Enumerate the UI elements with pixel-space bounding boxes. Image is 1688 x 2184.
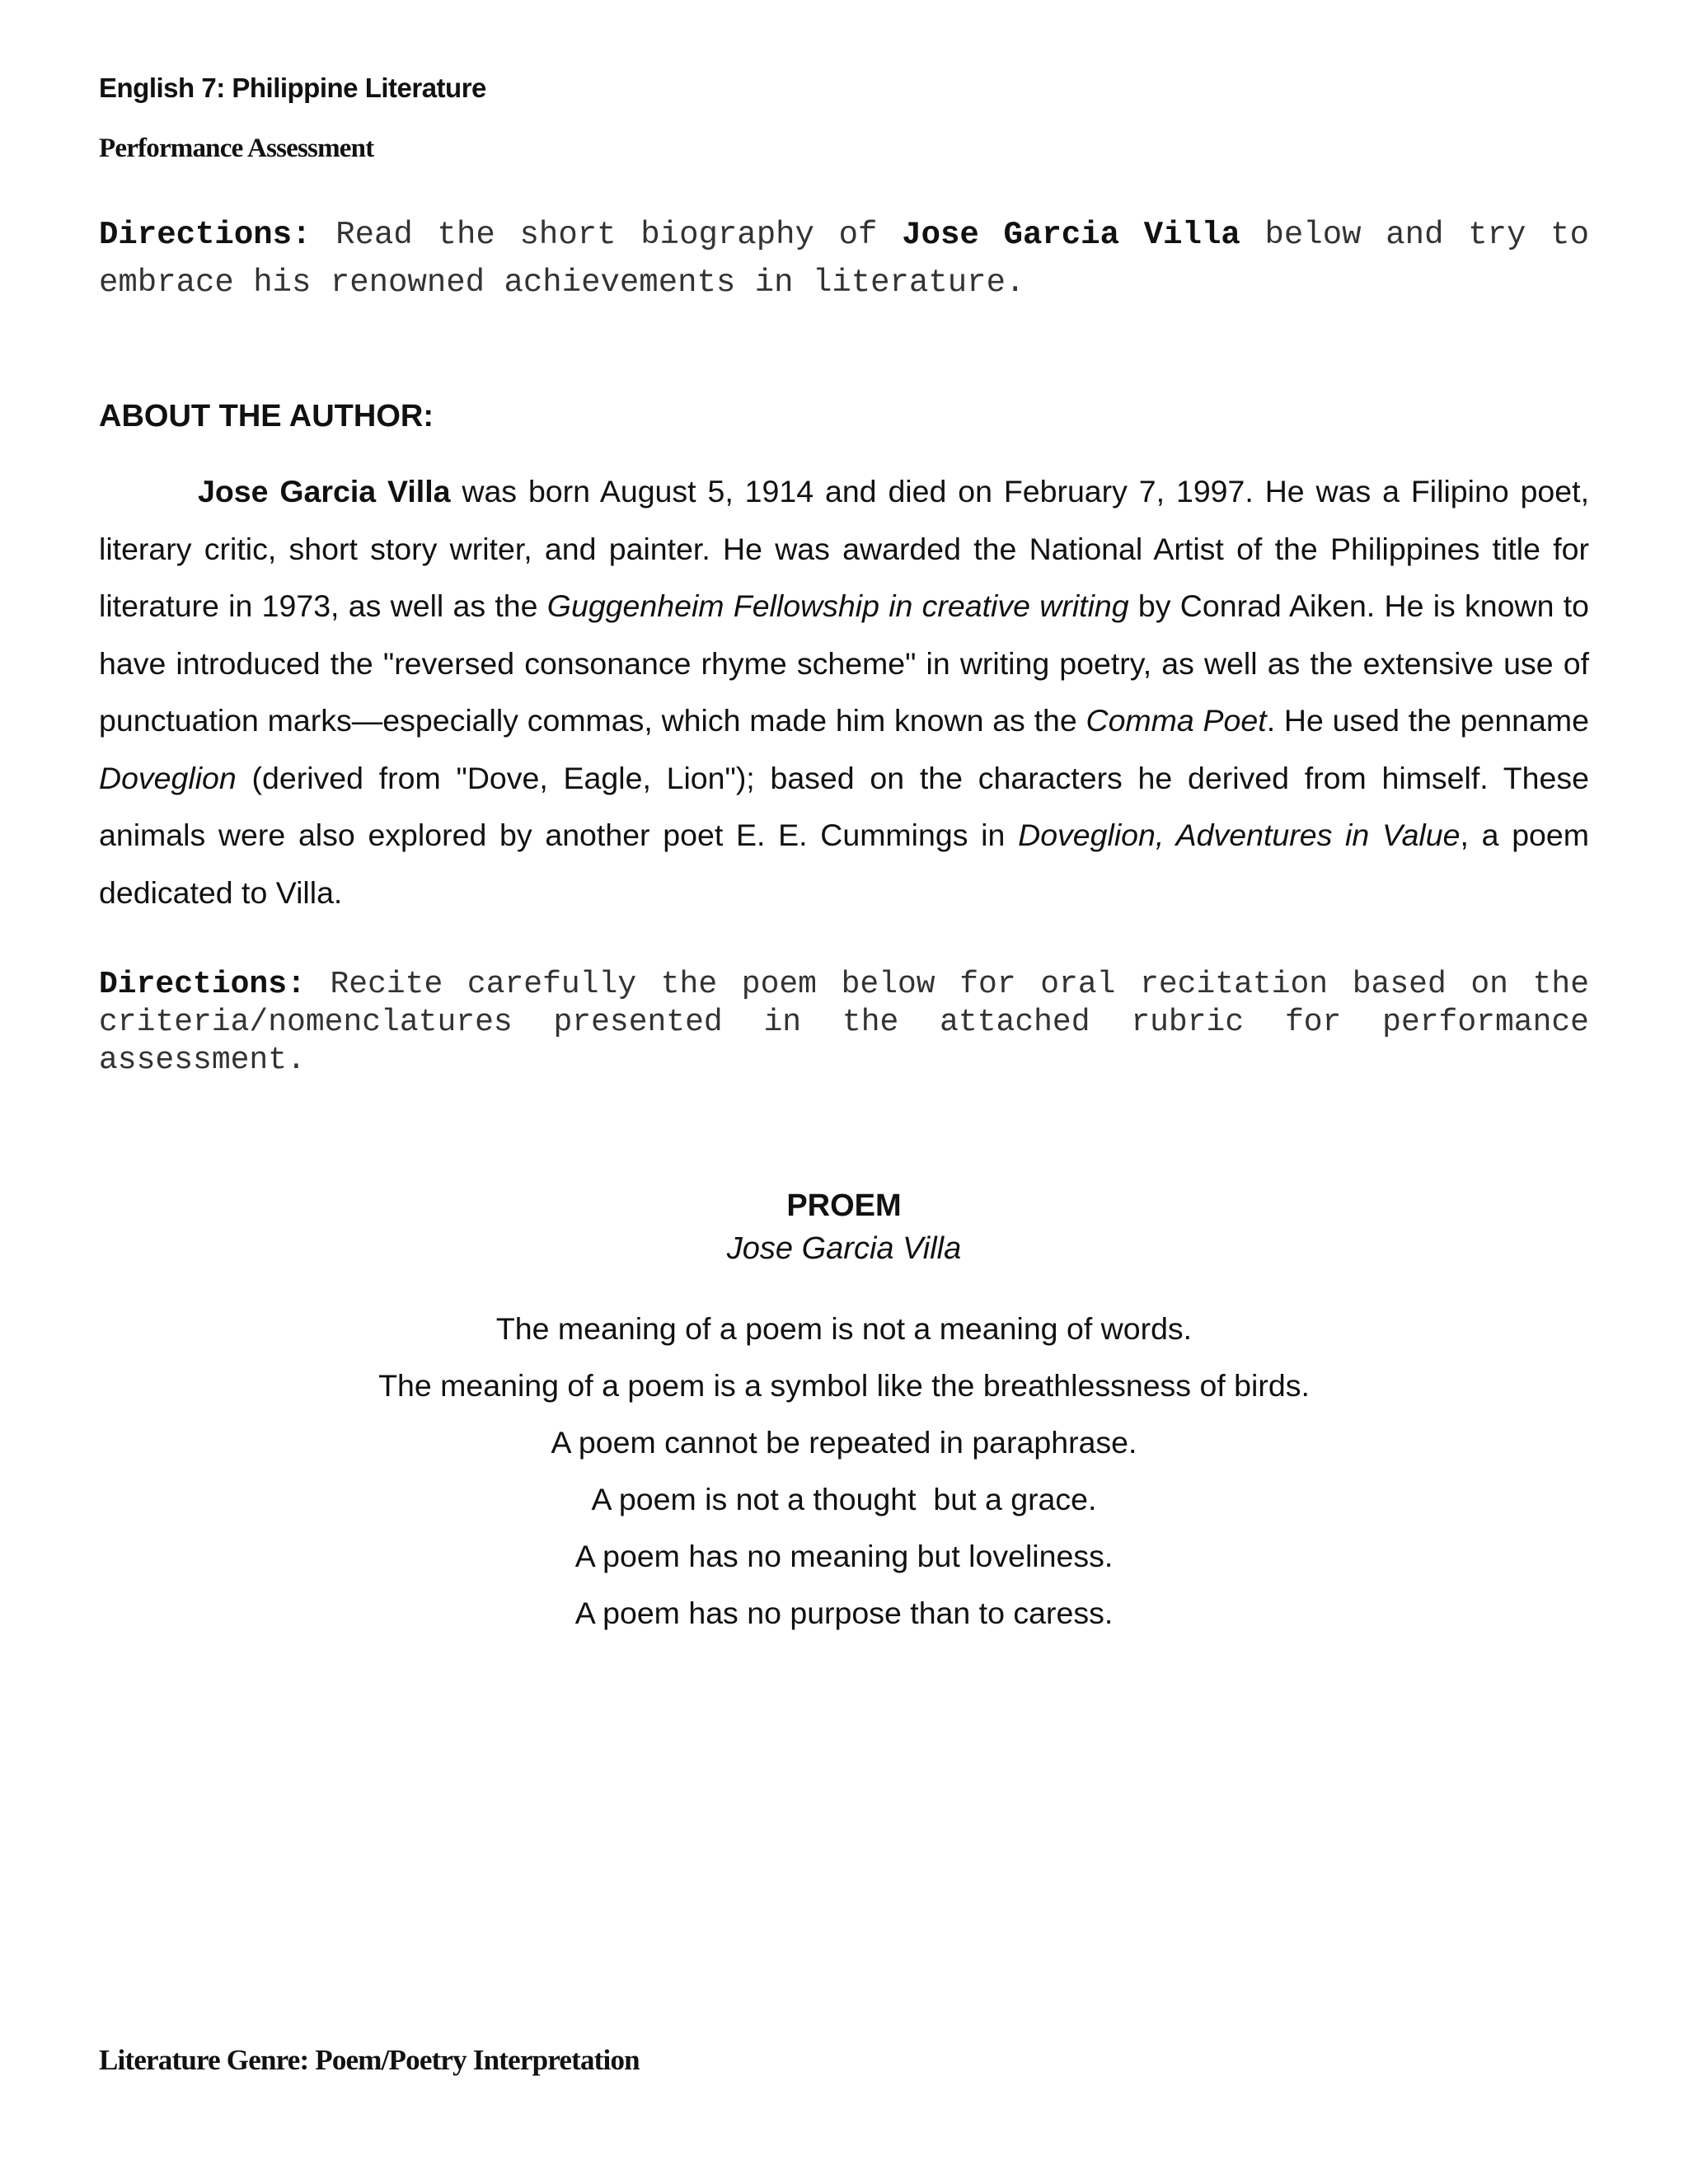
poem-title: PROEM	[786, 1188, 902, 1223]
poem-line: A poem has no purpose than to caress.	[574, 1596, 1114, 1630]
assessment-title: Performance Assessment	[99, 134, 374, 163]
bio-comma-poet: Comma Poet	[1085, 703, 1267, 738]
bio-text-3: . He used the penname	[1266, 703, 1589, 738]
directions-recitation-text: Recite carefully the poem below for oral recitation based on the criteria/nomenclatures presented in the attached rubric for performance assessment.	[99, 967, 1589, 1078]
poem-body	[0, 1301, 1688, 1642]
bio-cummings-poem: Doveglion, Adventures in Value	[1018, 818, 1461, 852]
footer-genre: Literature Genre: Poem/Poetry Interpretation	[99, 2044, 640, 2076]
author-name-bold: Jose Garcia Villa	[902, 217, 1240, 253]
bio-text-1: was born August 5, 1914 and died on February 7, 1997. He was a Filipino poet, literary critic, short story writer, and painter. He was awarded the National Artist of the Philippines title for literature in 1973, as well as the	[99, 474, 1589, 623]
directions-text-after: below and try to embrace his renowned achievements in literature.	[99, 217, 1589, 301]
directions-biography	[99, 211, 1589, 307]
bio-text-2: by Conrad Aiken. He is known to have introduced the "reversed consonance rhyme scheme" in writing poetry, as well as the extensive use of punctuation marks—especially commas, which made him known as the	[99, 588, 1590, 738]
bio-text-5: , a poem dedicated to Villa.	[99, 818, 1590, 910]
poem-line: The meaning of a poem is a symbol like the breathlessness of birds.	[378, 1368, 1310, 1403]
directions-recitation	[99, 966, 1589, 1080]
course-title: English 7: Philippine Literature	[99, 73, 486, 103]
poem-author: Jose Garcia Villa	[726, 1231, 962, 1266]
poem-line: A poem is not a thought but a grace.	[591, 1482, 1097, 1516]
directions-label: Directions:	[99, 217, 312, 253]
poem-line: A poem cannot be repeated in paraphrase.	[551, 1425, 1137, 1460]
bio-fellowship: Guggenheim Fellowship in creative writing	[546, 588, 1129, 623]
bio-penname: Doveglion	[99, 760, 237, 795]
about-author-heading: ABOUT THE AUTHOR:	[99, 399, 434, 434]
poem-line: The meaning of a poem is not a meaning of words.	[495, 1311, 1193, 1346]
bio-author-name: Jose Garcia Villa	[198, 474, 451, 509]
poem-line: A poem has no meaning but loveliness.	[574, 1539, 1114, 1573]
bio-text-4: (derived from "Dove, Eagle, Lion"); based on the characters he derived from himself. These animals were also explored by another poet E. E. Cummings in	[99, 760, 1589, 852]
directions-text-before: Read the short biography of	[311, 217, 903, 253]
author-biography	[99, 463, 1589, 921]
directions-label: Directions:	[99, 967, 306, 1002]
